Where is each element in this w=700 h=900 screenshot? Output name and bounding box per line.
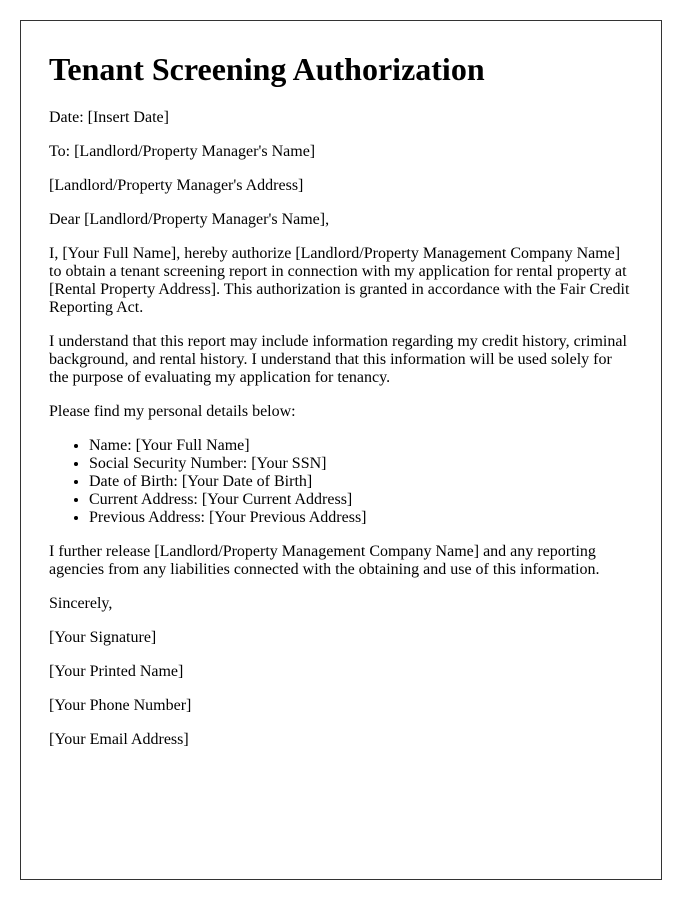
- personal-details-list: [49, 437, 633, 527]
- release-paragraph: I further release [Landlord/Property Management Company Name] and any reporting agencies from any liabilities connected with the obtaining and use of this information.: [49, 543, 600, 578]
- date-line: Date: [Insert Date]: [49, 109, 169, 126]
- signature-line: [Your Signature]: [49, 629, 157, 646]
- authorization-paragraph: I, [Your Full Name], hereby authorize [Landlord/Property Management Company Name] to obtain a tenant screening report in connection with my application for rental property at [Rental Property Address]. This authorization is granted in accordance with the Fair Credit Reporting Act.: [49, 245, 630, 316]
- salutation: Dear [Landlord/Property Manager's Name],: [49, 211, 330, 228]
- letter-page: [20, 20, 662, 880]
- list-item-previous-address: • Previous Address: [Your Previous Address]: [89, 509, 633, 527]
- understanding-paragraph: I understand that this report may include information regarding my credit history, criminal background, and rental history. I understand that this information will be used solely for the purpose of evaluating my application for tenancy.: [49, 333, 627, 386]
- phone-line: [Your Phone Number]: [49, 697, 192, 714]
- list-item-date-of-birth: • Date of Birth: [Your Date of Birth]: [89, 473, 633, 491]
- closing: Sincerely,: [49, 595, 113, 612]
- recipient-name-line: To: [Landlord/Property Manager's Name]: [49, 143, 316, 160]
- list-item-ssn: • Social Security Number: [Your SSN]: [89, 455, 633, 473]
- details-intro: Please find my personal details below:: [49, 403, 296, 420]
- email-line: [Your Email Address]: [49, 731, 189, 748]
- page-title: Tenant Screening Authorization: [49, 51, 485, 87]
- list-item-name: • Name: [Your Full Name]: [89, 437, 633, 455]
- list-item-current-address: • Current Address: [Your Current Address]: [89, 491, 633, 509]
- printed-name-line: [Your Printed Name]: [49, 663, 184, 680]
- recipient-address-line: [Landlord/Property Manager's Address]: [49, 177, 304, 194]
